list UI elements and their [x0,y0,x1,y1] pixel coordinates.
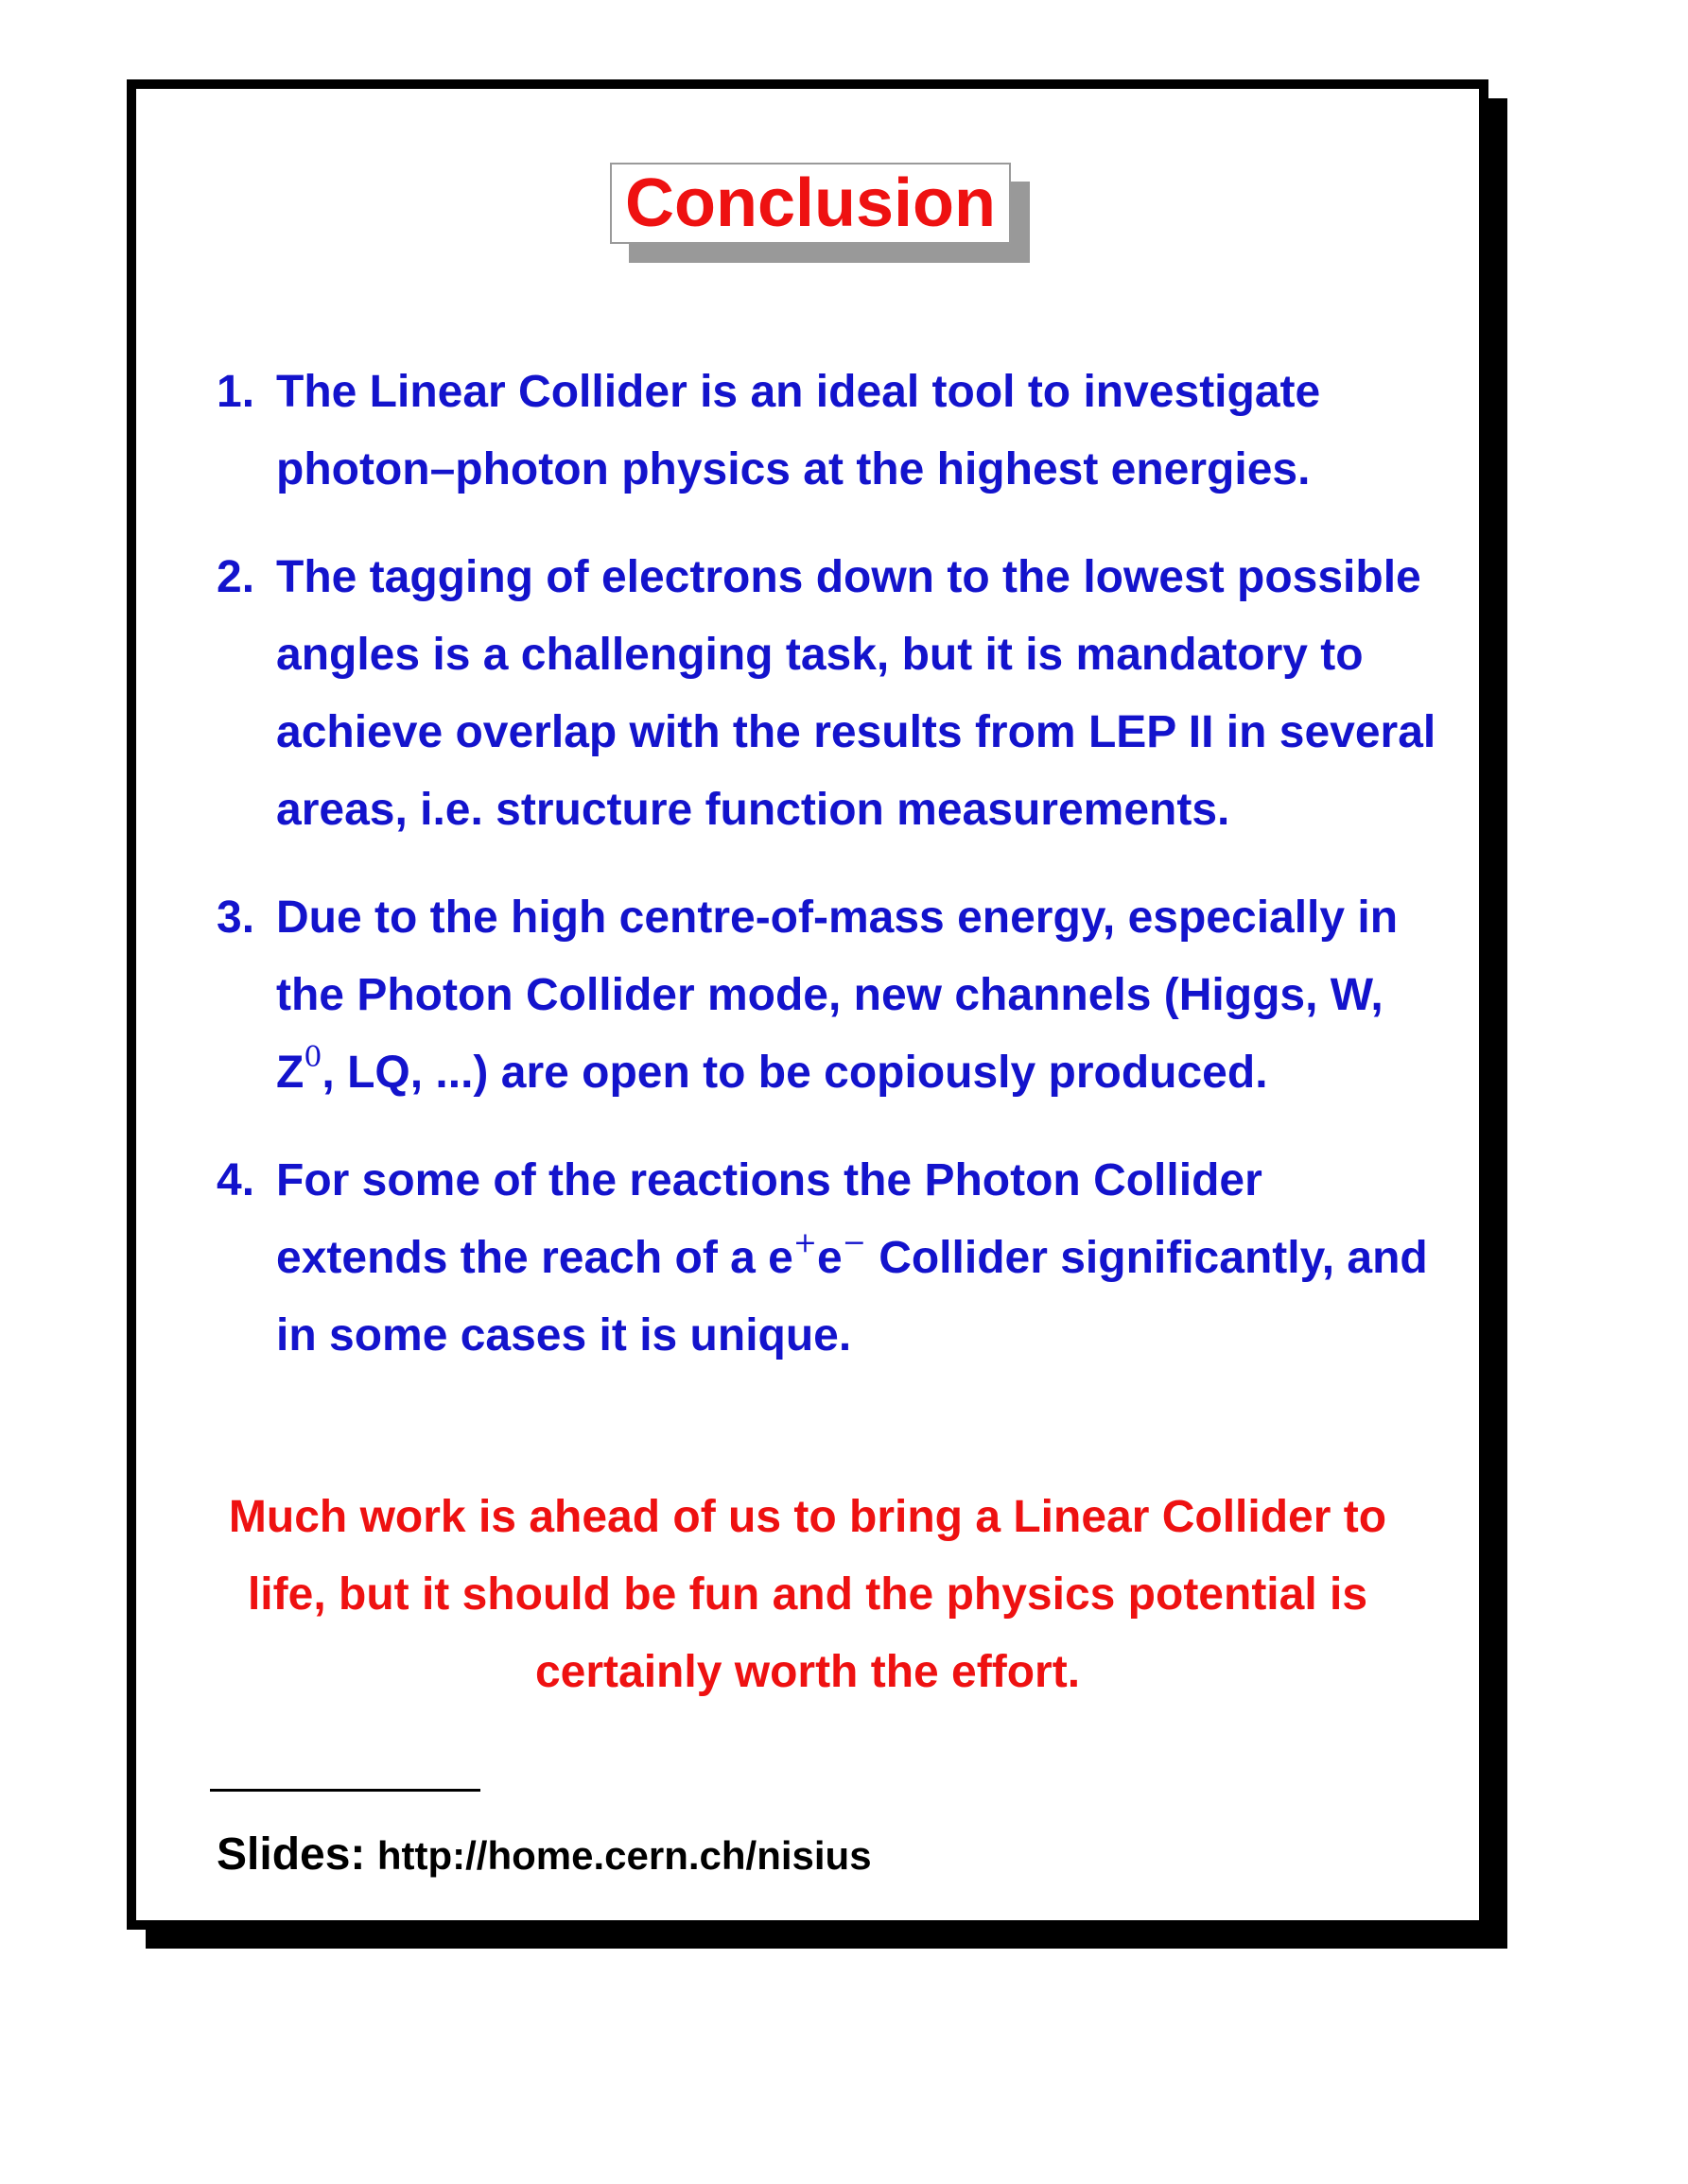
list-item-text-part: Collider significantly, and in some cases it is unique. [276,1233,1428,1361]
list-item-text [276,879,1446,1112]
list-item-text-part: , LQ, ...) are open to be copiously produced. [322,1048,1268,1098]
superscript-minus: − [842,1226,866,1259]
list-item-number: 1. [217,367,255,417]
list-item-text-part: Due to the high centre-of-mass energy, especially in the Photon Collider mode, new channels (Higgs, W, Z [276,893,1399,1098]
slides-label: Slides: [217,1829,366,1880]
list-item [217,1142,1446,1375]
superscript-zero: 0 [304,1041,322,1074]
list-item-number: 4. [217,1155,255,1205]
list-item-number: 2. [217,552,255,602]
footnote-divider [210,1789,480,1792]
list-item [217,879,1446,1112]
list-item-text: The Linear Collider is an ideal tool to investigate photon–photon physics at the highest energies. [276,367,1321,494]
superscript-plus: + [792,1226,818,1259]
closing-statement: Much work is ahead of us to bring a Linear Collider to life, but it should be fun and the physics potential is certainly worth the effort. [228,1492,1387,1697]
list-item-text-part: For some of the reactions the Photon Collider extends the reach of a e [276,1155,1262,1283]
list-item [217,539,1446,849]
list-item-text: The tagging of electrons down to the lowest possible angles is a challenging task, but it is mandatory to achieve overlap with the results from LEP II in several areas, i.e. structure function measurements. [276,552,1436,835]
list-item [217,354,1446,509]
list-item-text-part: e [817,1233,843,1283]
slide-frame [127,79,1488,1930]
slide-title: Conclusion [610,163,1011,244]
list-item-number: 3. [217,893,255,943]
list-item-text [276,1142,1446,1375]
slides-footer [217,1829,872,1881]
title-container [610,163,1011,244]
conclusion-list [217,354,1446,1405]
slides-url-link[interactable]: http://home.cern.ch/nisius [376,1833,872,1878]
